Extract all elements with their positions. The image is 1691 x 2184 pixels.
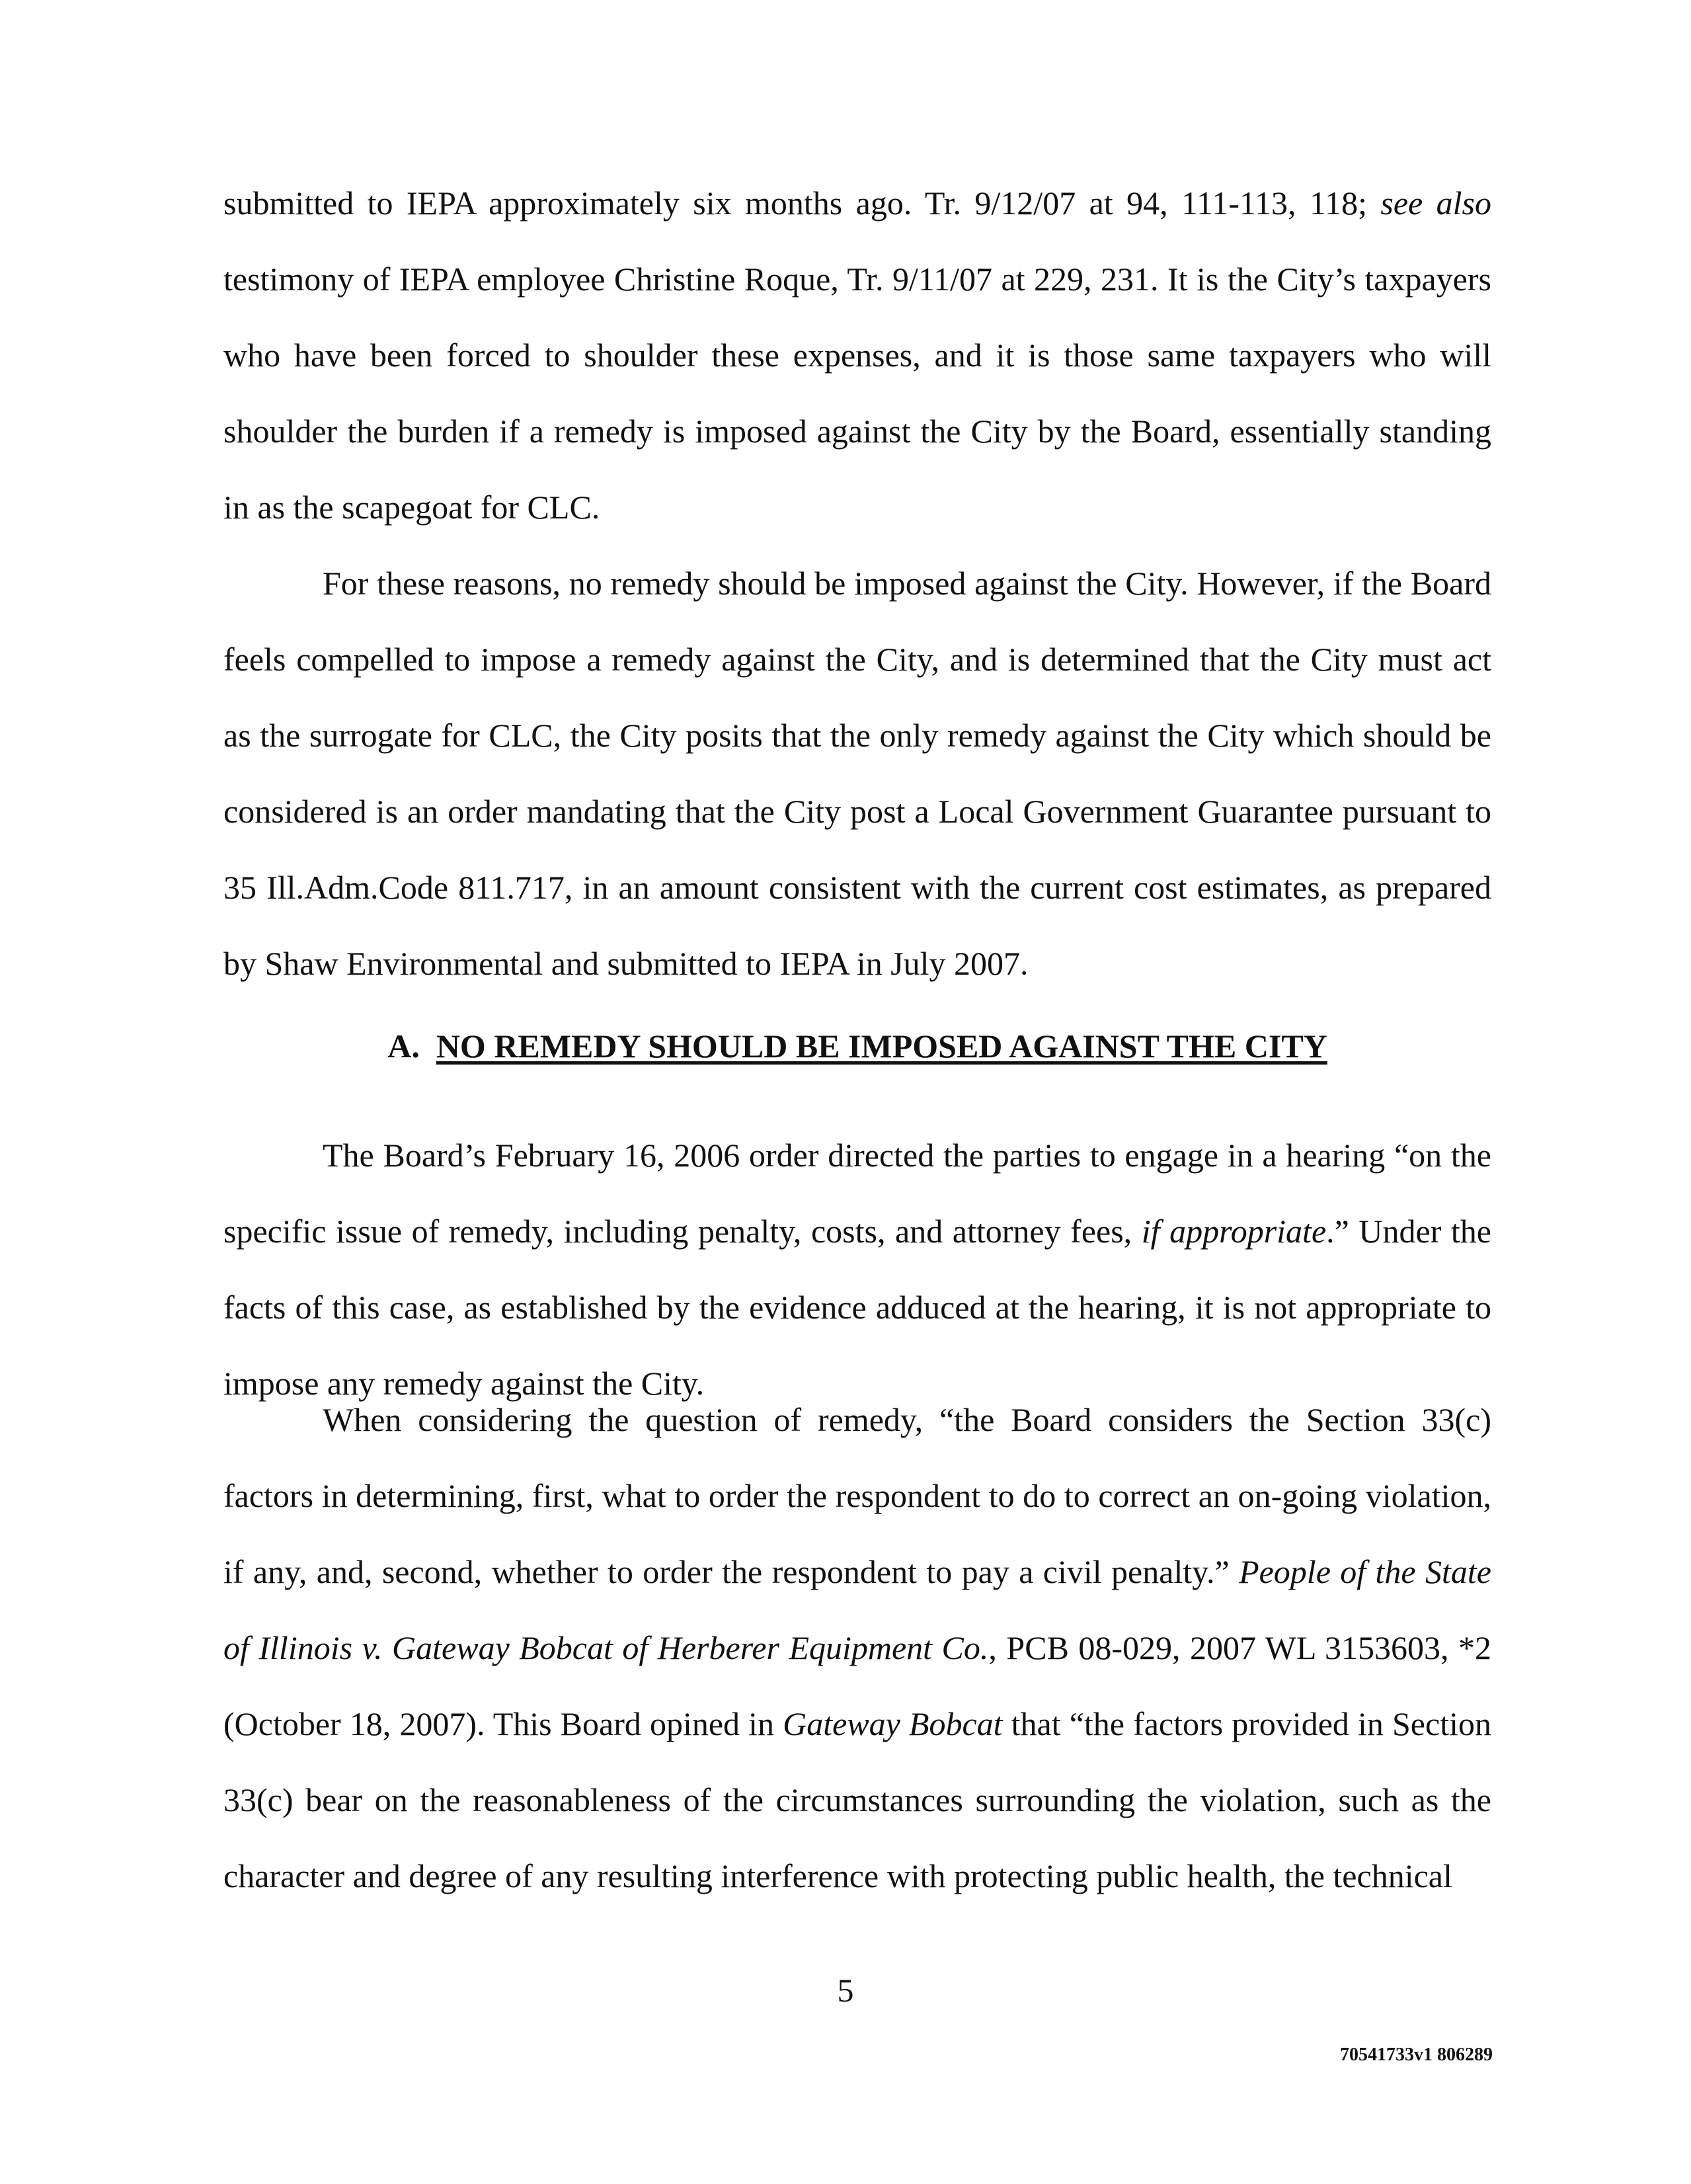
paragraph-section-33c: [223, 1382, 1491, 1914]
paragraph-3-text-c: .” Under the facts of this case, as established by the evidence adduced at the hearing, it is not appropriate to impose any remedy against the City.: [223, 1213, 1491, 1402]
paragraph-4-text-e: that “the factors provided in Section 33(c) bear on the reasonableness of the circumstances surrounding the violation, such as the character and degree of any resulting interference with protecting public health, the technical: [223, 1705, 1491, 1894]
section-heading-label: A.: [387, 1028, 420, 1065]
section-heading: [223, 1023, 1491, 1069]
document-id: 70541733v1 806289: [1340, 2044, 1493, 2065]
paragraph-4-text-c: , PCB 08-029, 2007 WL 3153603, *2 (October 18, 2007). This Board opined in: [223, 1629, 1492, 1742]
page-number: 5: [837, 1972, 854, 2009]
paragraph-1-text-c: testimony of IEPA employee Christine Roque, Tr. 9/11/07 at 229, 231. It is the City’s taxpayers who have been forced to shoulder these expenses, and it is those same taxpayers who will shoulder the burden if a remedy is imposed against the City by the Board, essentially standing in as the scapegoat for CLC.: [223, 261, 1491, 526]
paragraph-1-italic-see-also: see also: [1380, 184, 1491, 222]
paragraph-3-text-a: The Board’s February 16, 2006 order directed the parties to engage in a hearing “on the specific issue of remedy, including penalty, costs, and attorney fees,: [223, 1137, 1491, 1250]
paragraph-1-text-a: submitted to IEPA approximately six months ago. Tr. 9/12/07 at 94, 111-113, 118;: [223, 184, 1381, 222]
paragraph-4-italic-case-citation: People of the State of Illinois v. Gateway Bobcat of Herberer Equipment Co.: [223, 1553, 1491, 1666]
paragraph-3-italic-if-appropriate: if appropriate: [1141, 1213, 1327, 1250]
paragraph-4-italic-gateway-bobcat: Gateway Bobcat: [783, 1705, 1003, 1742]
paragraph-remedy-reasons: For these reasons, no remedy should be imposed against the City. However, if the Board feels compelled to impose a remedy against the City, and is determined that the City must act as the surrogate for CLC, the City posits that the only remedy against the City which should be considered is an order mandating that the City post a Local Government Guarantee pursuant to 35 Ill.Adm.Code 811.717, in an amount consistent with the current cost estimates, as prepared by Shaw Environmental and submitted to IEPA in July 2007.: [223, 565, 1491, 982]
paragraph-continuation: [223, 165, 1491, 546]
paragraph-4-text-a: When considering the question of remedy, “the Board considers the Section 33(c) factors in determining, first, what to order the respondent to do to correct an on-going violation, if any, and, second, whether to order the respondent to pay a civil penalty.”: [223, 1401, 1491, 1590]
paragraph-board-order: [223, 1117, 1491, 1422]
section-heading-title: NO REMEDY SHOULD BE IMPOSED AGAINST THE CITY: [436, 1028, 1327, 1065]
